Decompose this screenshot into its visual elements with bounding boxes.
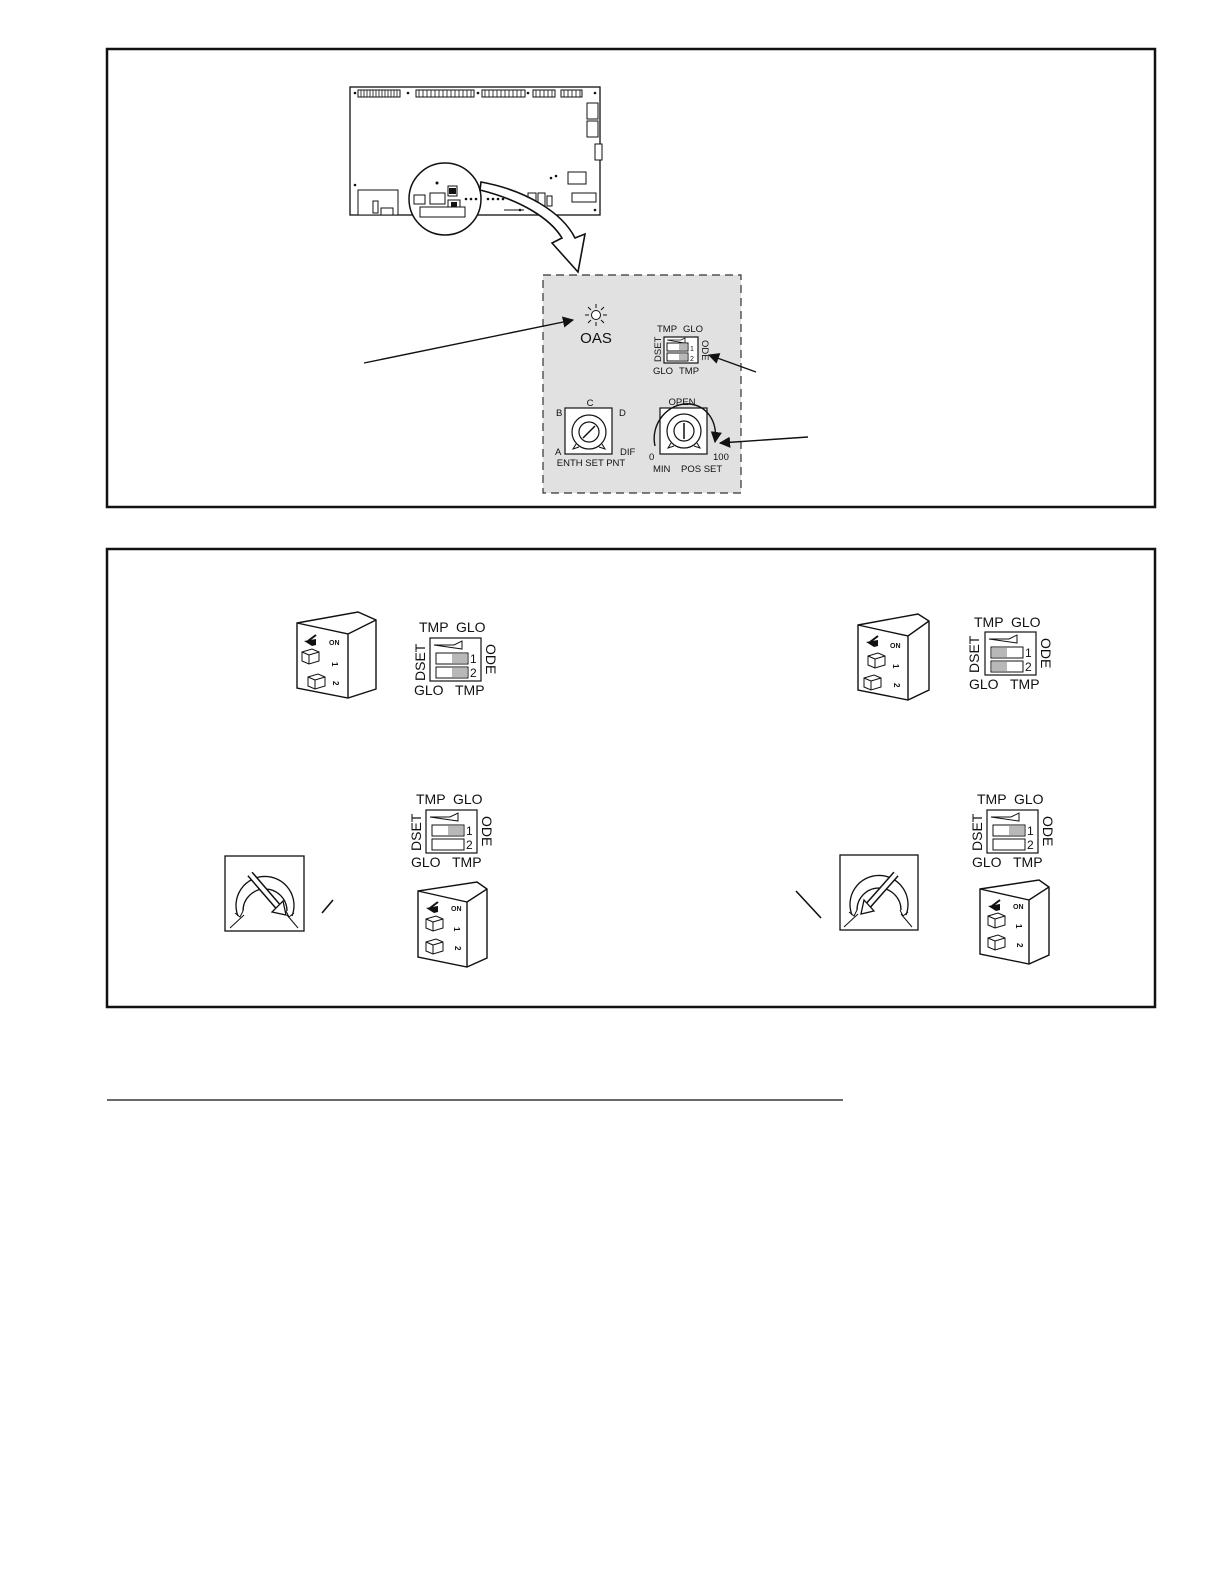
dip-3d-2-pos1: 1 bbox=[891, 664, 900, 669]
enth-set-pnt-label: ENTH SET PNT bbox=[556, 458, 626, 469]
dip-2d-2-right-side: ODE bbox=[1038, 638, 1054, 669]
dip-3d-4-on: ON bbox=[1013, 904, 1024, 911]
dip-2d-2-top-left: TMP bbox=[974, 614, 1004, 630]
minpos-label-pos-set: POS SET bbox=[681, 464, 723, 475]
oas-led-icon bbox=[585, 304, 607, 326]
minpos-label-min: MIN bbox=[653, 464, 671, 475]
tick-mark-3 bbox=[322, 900, 333, 913]
dip-2d-1-pos1: 1 bbox=[470, 652, 477, 666]
dip-2d-2-top-right: GLO bbox=[1011, 614, 1041, 630]
magnifier-circle bbox=[409, 163, 481, 235]
dip-2d-3-pos2: 2 bbox=[466, 838, 473, 852]
potentiometer-dial-3 bbox=[225, 856, 304, 931]
dip-2d-4-bottom-left: GLO bbox=[972, 854, 1002, 870]
dip-2d-3-pos1: 1 bbox=[466, 824, 473, 838]
dip-2d-1-bottom-left: GLO bbox=[414, 682, 444, 698]
dip-2d-1-top-left: TMP bbox=[419, 619, 449, 635]
min-pos-set-potentiometer bbox=[654, 404, 715, 454]
leader-arrow-oas bbox=[364, 320, 573, 363]
top-dip-right-side: ODE bbox=[699, 340, 710, 361]
dip-3d-2-on: ON bbox=[890, 643, 901, 650]
minpos-label-open: OPEN bbox=[668, 397, 696, 408]
enth-set-pnt-potentiometer bbox=[565, 408, 612, 454]
dip-2d-4-top-left: TMP bbox=[977, 791, 1007, 807]
dip-2d-2-pos2: 2 bbox=[1025, 660, 1032, 674]
top-dip-top-left: TMP bbox=[657, 324, 678, 335]
potentiometer-dial-4 bbox=[840, 855, 918, 930]
minpos-label-zero: 0 bbox=[649, 452, 655, 463]
dip-2d-1-bottom-right: TMP bbox=[455, 682, 485, 698]
oas-label: OAS bbox=[580, 330, 612, 347]
top-dip-bottom-right: TMP bbox=[679, 366, 700, 377]
dip-2d-1-left-side: DSET bbox=[412, 643, 428, 681]
enth-label-d: D bbox=[619, 408, 626, 419]
dip-2d-4-bottom-right: TMP bbox=[1013, 854, 1043, 870]
top-dip-top-right: GLO bbox=[683, 324, 704, 335]
top-dip-left-side: DSET bbox=[653, 336, 664, 362]
dip-3d-switch-3 bbox=[418, 882, 487, 967]
dip-2d-4-pos2: 2 bbox=[1027, 838, 1034, 852]
top-dip-bottom-left: GLO bbox=[653, 366, 674, 377]
dip-2d-2-pos1: 1 bbox=[1025, 646, 1032, 660]
dip-3d-3-on: ON bbox=[451, 906, 462, 913]
dip-2d-2-bottom-left: GLO bbox=[969, 676, 999, 692]
dip-3d-switch-4 bbox=[980, 880, 1049, 964]
dip-2d-1-pos2: 2 bbox=[470, 666, 477, 680]
dip-2d-3-top-right: GLO bbox=[453, 791, 483, 807]
enth-label-a: A bbox=[555, 447, 562, 458]
dip-2d-3-left-side: DSET bbox=[408, 813, 424, 851]
enth-label-b: B bbox=[556, 408, 563, 419]
dip-2d-1-right-side: ODE bbox=[483, 644, 499, 675]
enth-label-c: C bbox=[586, 398, 594, 409]
dip-2d-3-bottom-right: TMP bbox=[452, 854, 482, 870]
top-dip-pos-1: 1 bbox=[690, 346, 694, 353]
dip-3d-4-pos2: 2 bbox=[1015, 943, 1024, 948]
dip-3d-3-pos1: 1 bbox=[452, 927, 461, 932]
dip-3d-2-pos2: 2 bbox=[892, 683, 901, 688]
enth-label-dif: DIF bbox=[620, 447, 636, 458]
dip-3d-1-on: ON bbox=[329, 640, 340, 647]
dip-2d-3-right-side: ODE bbox=[479, 816, 495, 847]
dip-2d-4-pos1: 1 bbox=[1027, 824, 1034, 838]
dip-2d-3-bottom-left: GLO bbox=[411, 854, 441, 870]
dip-3d-4-pos1: 1 bbox=[1014, 924, 1023, 929]
dip-2d-3-top-left: TMP bbox=[416, 791, 446, 807]
tick-mark-4 bbox=[796, 891, 821, 918]
dip-3d-1-pos2: 2 bbox=[331, 681, 340, 686]
dip-2d-2-bottom-right: TMP bbox=[1010, 676, 1040, 692]
dip-3d-1-pos1: 1 bbox=[330, 662, 339, 667]
top-dip-pos-2: 2 bbox=[690, 356, 694, 363]
minpos-label-hundred: 100 bbox=[713, 452, 729, 463]
dip-2d-4-top-right: GLO bbox=[1014, 791, 1044, 807]
dip-3d-3-pos2: 2 bbox=[453, 946, 462, 951]
dip-2d-1-top-right: GLO bbox=[456, 619, 486, 635]
dip-2d-4-right-side: ODE bbox=[1040, 816, 1056, 847]
dip-2d-2-left-side: DSET bbox=[966, 635, 982, 673]
dip-2d-4-left-side: DSET bbox=[969, 813, 985, 851]
